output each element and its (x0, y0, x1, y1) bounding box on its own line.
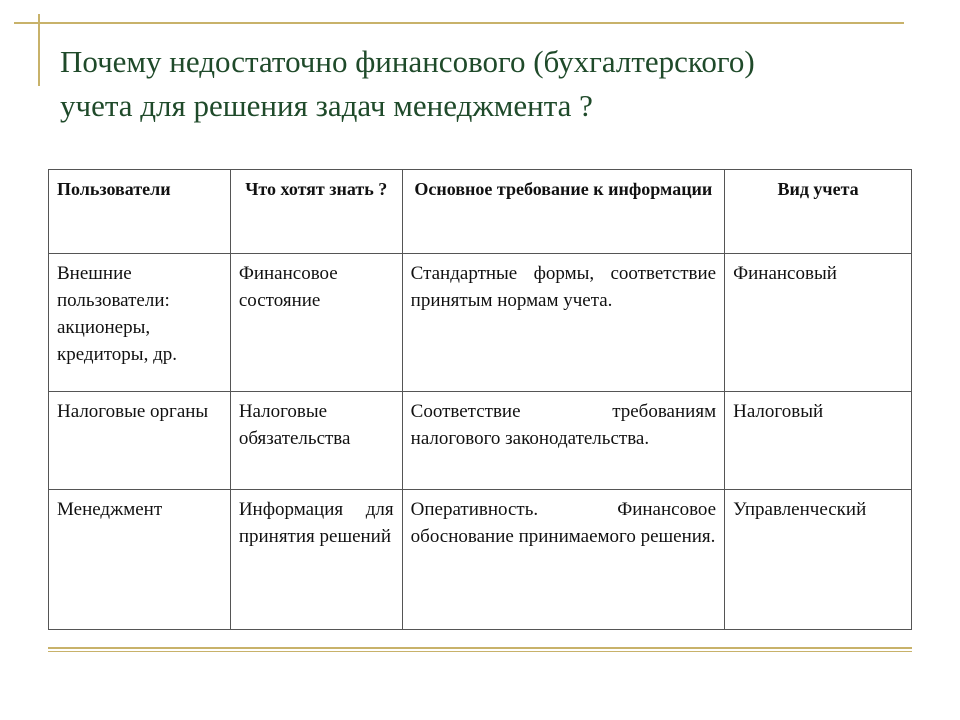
cell-want: Финансовое состояние (230, 254, 402, 392)
bottom-accent-line (48, 647, 912, 649)
cell-requirement-text: Стандартные формы, соответствие принятым нормам учета. (410, 263, 717, 311)
table-row (49, 254, 912, 392)
cell-users: Налоговые органы (49, 392, 231, 490)
cell-want: Налоговые обязательства (230, 392, 402, 490)
cell-want (230, 490, 402, 630)
top-accent-line (14, 22, 904, 24)
cell-type: Управленческий (725, 490, 912, 630)
slide-title (60, 40, 920, 128)
accounting-comparison-table (48, 169, 912, 630)
table-row (49, 490, 912, 630)
left-accent-line (38, 14, 40, 86)
cell-users: Менеджмент (49, 490, 231, 630)
bottom-accent-line-thin (48, 651, 912, 652)
header-want: Что хотят знать ? (230, 170, 402, 254)
slide-title-line-2: учета для решения задач менеджмента ? (60, 88, 593, 123)
cell-requirement (402, 254, 724, 392)
table-row (49, 392, 912, 490)
cell-want-text: Информация для принятия решений (238, 499, 394, 547)
slide-title-line-1: Почему недостаточно финансового (бухгалтерского) (60, 44, 755, 79)
cell-type: Налоговый (725, 392, 912, 490)
header-requirement: Основное требование к информации (402, 170, 724, 254)
cell-requirement (402, 392, 724, 490)
cell-type: Финансовый (725, 254, 912, 392)
header-type: Вид учета (725, 170, 912, 254)
cell-requirement-text: Оперативность. Финансовое обоснование принимаемого решения. (410, 499, 717, 547)
cell-requirement-text: Соответствие требованиям налогового законодательства. (410, 401, 717, 449)
header-users: Пользователи (49, 170, 231, 254)
cell-requirement (402, 490, 724, 630)
cell-users: Внешние пользователи: акционеры, кредиторы, др. (49, 254, 231, 392)
table-header-row (49, 170, 912, 254)
